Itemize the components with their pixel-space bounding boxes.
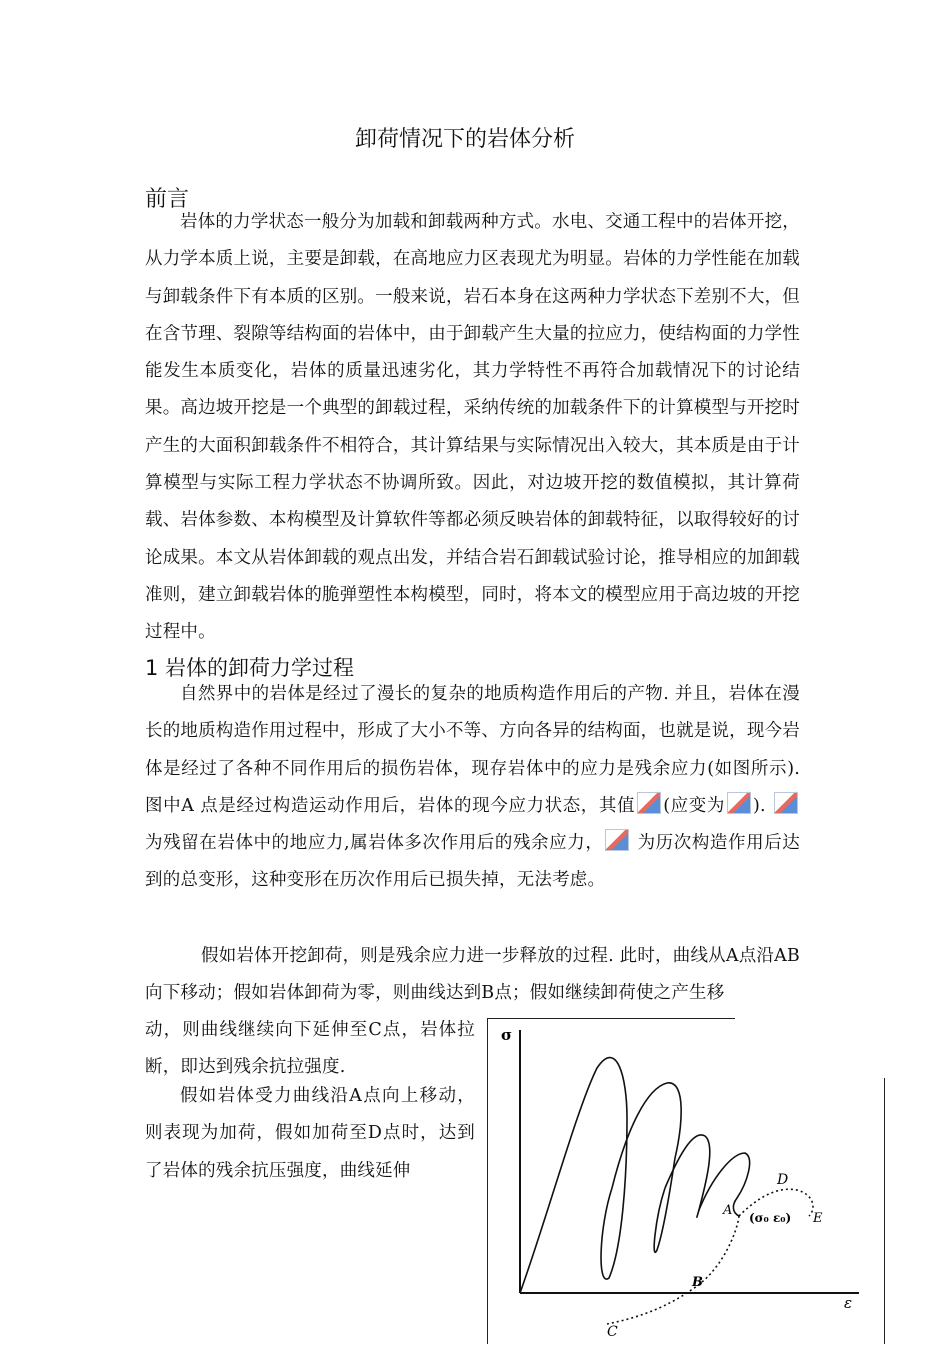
section-heading-preface: 前言 bbox=[145, 187, 190, 212]
section1-paragraph-1 bbox=[145, 676, 800, 900]
document-title: 卸荷情况下的岩体分析 bbox=[354, 127, 575, 152]
point-label-a: A bbox=[723, 1203, 733, 1218]
section1-paragraph-2: 假如岩体开挖卸荷，则是残余应力进一步释放的过程. 此时，曲线从A点沿AB向下移动；假如岩体卸荷为零，则曲线达到B点；假如继续卸荷使之产生移 bbox=[145, 946, 800, 1004]
broken-image-icon bbox=[774, 792, 798, 814]
coordinate-label: (σ₀ ε₀) bbox=[749, 1211, 792, 1225]
text-run: 自然界中的岩体是经过了漫长的复杂的地质构造作用后的产物. 并且，岩体在漫长的地质构造作用过程中，形成了大小不等、方向各异的结构面，也就是说，现今岩体是经过了各种不同作用后的损伤岩体，现存岩体中的应力是残余应力(如图所示). 图中A 点是经过构造运动作用后，岩体的现今应力状态，其值 bbox=[145, 684, 800, 816]
text-run: 为残留在岩体中的地应力,属岩体多次作用后的残余应力， bbox=[145, 833, 604, 854]
stress-strain-diagram bbox=[487, 1018, 887, 1344]
preface-paragraph: 岩体的力学状态一般分为加载和卸载两种方式。水电、交通工程中的岩体开挖，从力学本质上说，主要是卸载，在高地应力区表现尤为明显。岩体的力学性能在加载与卸载条件下有本质的区别。一般来说，岩石本身在这两种力学状态下差别不大，但在含节理、裂隙等结构面的岩体中，由于卸载产生大量的拉应力，使结构面的力学性能发生本质变化，岩体的质量迅速劣化，其力学特性不再符合加载情况下的讨论结果。高边坡开挖是一个典型的卸载过程，采纳传统的加载条件下的计算模型与开挖时产生的大面积卸载条件不相符合，其计算结果与实际情况出入较大，其本质是由于计算模型与实际工程力学状态不协调所致。因此，对边坡开挖的数值模拟，其计算荷载、岩体参数、本构模型及计算软件等都必须反映岩体的卸载特征，以取得较好的讨论成果。本文从岩体卸载的观点出发，并结合岩石卸载试验讨论，推导相应的加卸载准则，建立卸载岩体的脆弹塑性本构模型，同时，将本文的模型应用于高边坡的开挖过程中。 bbox=[145, 212, 800, 643]
unloading-path bbox=[607, 1216, 739, 1324]
point-label-c: C bbox=[607, 1324, 618, 1340]
stress-strain-figure bbox=[487, 1018, 887, 1344]
figure-border bbox=[487, 1018, 488, 1344]
hysteresis-loop bbox=[520, 1058, 627, 1293]
y-axis-label: σ bbox=[501, 1026, 513, 1044]
text-run: ). bbox=[753, 795, 772, 816]
point-label-d: D bbox=[777, 1172, 789, 1188]
hysteresis-loop bbox=[612, 1083, 681, 1252]
figure-border bbox=[487, 1018, 735, 1019]
broken-image-icon bbox=[727, 792, 751, 814]
broken-image-icon bbox=[637, 792, 661, 814]
text-run: (应变为 bbox=[663, 795, 726, 816]
point-label-b: B bbox=[692, 1275, 703, 1290]
x-axis-label: ε bbox=[844, 1294, 853, 1312]
broken-image-icon bbox=[605, 829, 629, 851]
point-label-e: E bbox=[813, 1211, 823, 1226]
figure-border bbox=[884, 1078, 885, 1344]
section1-paragraph-3: 假如岩体受力曲线沿A点向上移动，则表现为加荷，假如加荷至D点时，达到了岩体的残余抗压强度，曲线延伸 bbox=[145, 1086, 475, 1181]
section-heading-1: 1 岩体的卸荷力学过程 bbox=[145, 656, 355, 680]
text-run: 为历次构造作用后达到的总变形，这种变形在历次作用后已损失掉，无法考虑。 bbox=[145, 833, 800, 891]
section1-paragraph-2-continued: 动，则曲线继续向下延伸至C点，岩体拉断，即达到残余抗拉强度. bbox=[145, 1020, 475, 1078]
